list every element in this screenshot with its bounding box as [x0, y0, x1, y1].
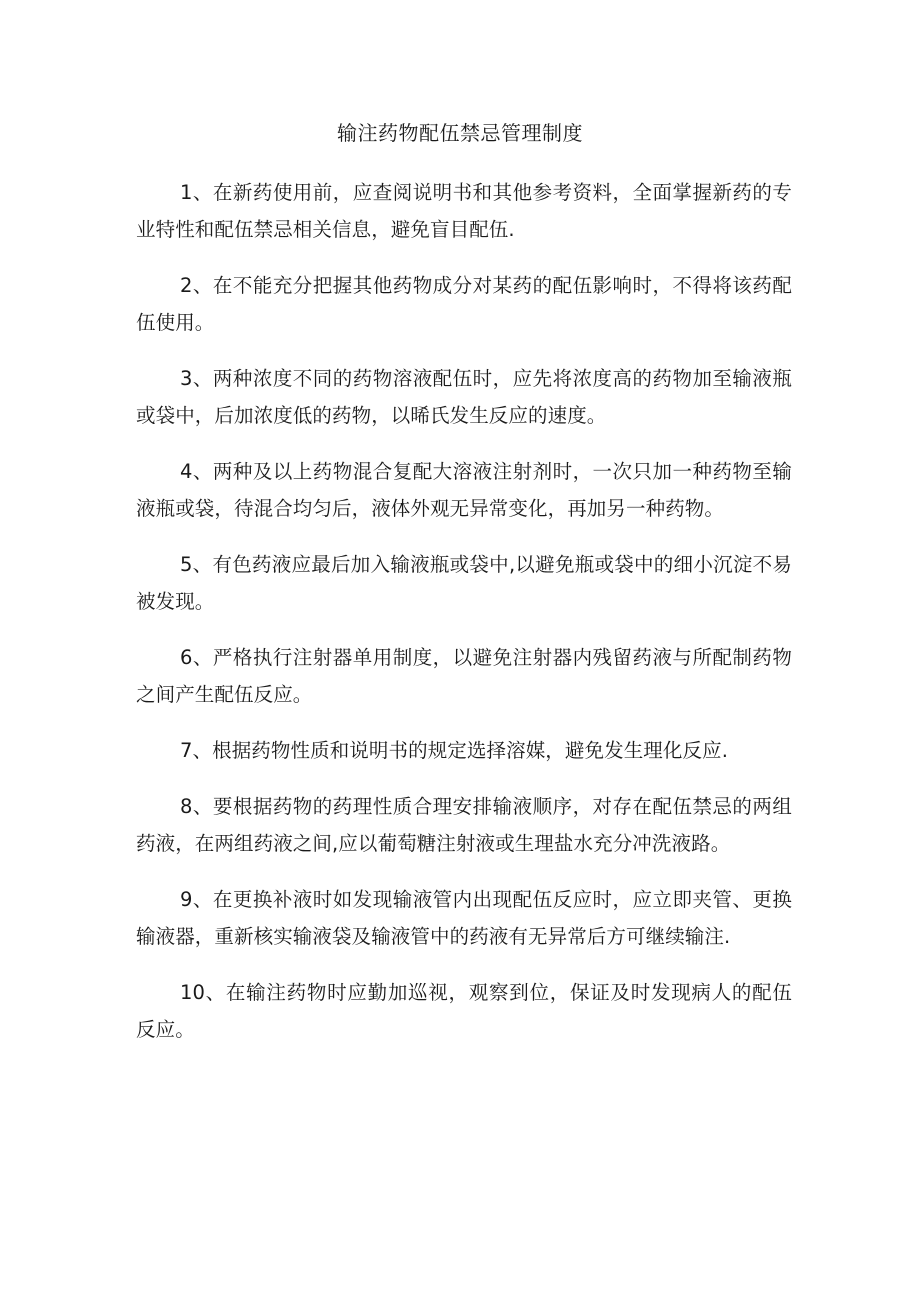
regulation-list — [136, 174, 792, 1067]
document-title: 输注药物配伍禁忌管理制度 — [337, 121, 583, 145]
regulation-item-5: 5、有色药液应最后加入输液瓶或袋中,以避免瓶或袋中的细小沉淀不易被发现。 — [136, 553, 792, 613]
regulation-item-9: 9、在更换补液时如发现输液管内出现配伍反应时，应立即夹管、更换输液器，重新核实输液袋及输液管中的药液有无异常后方可继续输注. — [136, 888, 792, 948]
regulation-item-6: 6、严格执行注射器单用制度，以避免注射器内残留药液与所配制药物之间产生配伍反应。 — [136, 646, 792, 706]
regulation-item-3: 3、两种浓度不同的药物溶液配伍时，应先将浓度高的药物加至输液瓶或袋中，后加浓度低的药物，以晞氏发生反应的速度。 — [136, 367, 792, 427]
regulation-item-10: 10、在输注药物时应勤加巡视，观察到位，保证及时发现病人的配伍反应。 — [136, 981, 792, 1041]
regulation-item-7: 7、根据药物性质和说明书的规定选择溶媒，避免发生理化反应. — [180, 739, 729, 762]
regulation-item-1: 1、在新药使用前，应查阅说明书和其他参考资料，全面掌握新药的专业特性和配伍禁忌相关信息，避免盲目配伍. — [136, 181, 792, 241]
regulation-item-4: 4、两种及以上药物混合复配大溶液注射剂时，一次只加一种药物至输液瓶或袋，待混合均匀后，液体外观无异常变化，再加另一种药物。 — [136, 460, 792, 520]
regulation-item-2: 2、在不能充分把握其他药物成分对某药的配伍影响时，不得将该药配伍使用。 — [136, 274, 792, 334]
regulation-item-8: 8、要根据药物的药理性质合理安排输液顺序，对存在配伍禁忌的两组药液，在两组药液之间,应以葡萄糖注射液或生理盐水充分冲洗液路。 — [136, 795, 792, 855]
